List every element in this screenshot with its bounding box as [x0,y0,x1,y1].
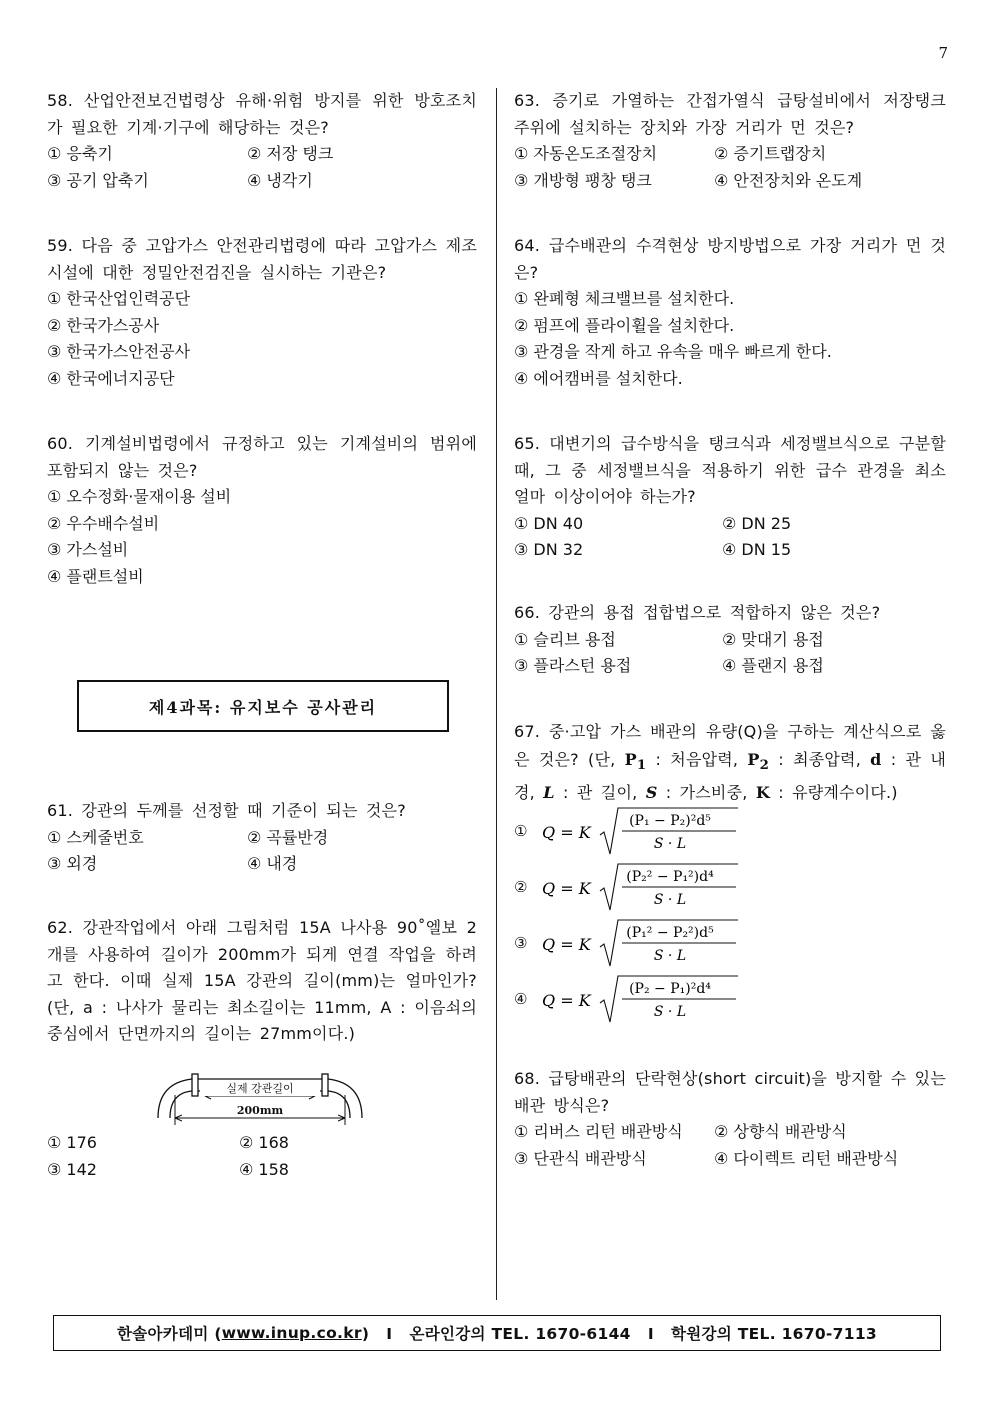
question-64 [514,233,946,392]
option-3: ③ 142 [47,1159,97,1179]
pipe-length-label: 실제 강관길이 [200,1080,320,1096]
option-1: ① DN 40 [514,513,584,533]
question-61 [47,798,477,878]
formula-option-4 [514,972,946,1026]
question-stem: 67. 중·고압 가스 배관의 유량(Q)을 구하는 계산식으로 옳은 것은? (단, $P_1$ : 처음압력, $P_2$ : 최종압력, d : 관 내경, L : 관 길이, S : 가스비중, K : 유량계수이다.) [514,722,947,803]
option-1: ① 176 [47,1133,97,1152]
option-2: ② DN 25 [722,513,792,533]
option-marker: ① [514,821,528,840]
option-2: ② 우수배수설비 [47,513,160,533]
s-symbol: S [645,783,658,803]
question-67-formulas [514,804,946,1026]
formula-option-3 [514,916,946,970]
option-marker: ② [514,877,528,896]
formula-lhs: Q = K [542,879,591,898]
question-68 [514,1066,946,1172]
question-stem: 61. 강관의 두께를 선정할 때 기준이 되는 것은? [47,801,406,820]
question-stem: 58. 산업안전보건법령상 유해·위험 방지를 위한 방호조치가 필요한 기계·기구에 해당하는 것은? [47,91,477,137]
k-symbol: K [755,783,770,803]
right-fitting-end [322,1074,328,1096]
question-stem: 66. 강관의 용접 접합법으로 적합하지 않은 것은? [514,603,881,622]
option-2: ② 한국가스공사 [47,315,160,335]
question-stem: 63. 증기로 가열하는 간접가열식 급탕설비에서 저장탱크 주위에 설치하는 장치와 가장 거리가 먼 것은? [514,91,946,137]
option-1: ① 스케줄번호 [47,827,144,847]
question-stem: 68. 급탕배관의 단락현상(short circuit)을 방지할 수 있는 배관 방식은? [514,1069,946,1115]
option-2: ② 상향식 배관방식 [714,1122,847,1141]
option-3: ③ 가스설비 [47,540,129,559]
option-2: ② 펌프에 플라이휠을 설치한다. [514,315,735,335]
formula-denominator: S · L [653,836,687,852]
formula-lhs: Q = K [542,935,591,954]
formula-denominator: S · L [653,948,687,964]
formula-numerator: (P₁² − P₂²)d⁵ [626,925,714,941]
option-2: ② 저장 탱크 [247,144,334,163]
formula-denominator: S · L [653,892,687,908]
option-1: ① 자동온도조절장치 [514,144,658,163]
formula-option-1 [514,804,946,858]
option-4: ④ 플랜트설비 [47,566,144,586]
option-4: ④ DN 15 [722,540,792,559]
footer-contacts: ) I 온라인강의 TEL. 1670-6144 I 학원강의 TEL. 1670-7113 [361,1325,878,1343]
option-1: ① 한국산업인력공단 [47,289,191,308]
question-60 [47,431,477,590]
question-stem: 59. 다음 중 고압가스 안전관리법령에 따라 고압가스 제조시설에 대한 정밀안전검진을 실시하는 기관은? [47,236,477,282]
option-marker: ④ [514,989,528,1008]
option-4: ④ 에어캠버를 설치한다. [514,368,683,388]
l-symbol: L [543,783,555,803]
option-3: ③ 플라스턴 용접 [514,656,632,675]
option-4: ④ 내경 [247,854,298,873]
formula-numerator: (P₁ − P₂)²d⁵ [629,813,711,829]
question-stem: 65. 대변기의 급수방식을 탱크식과 세정밸브식으로 구분할 때, 그 중 세정밸브식을 적용하기 위한 급수 관경을 최소 얼마 이상이어야 하는가? [514,434,946,506]
left-fitting-end [192,1074,198,1096]
footer-url-link[interactable]: www.inup.co.kr [221,1324,362,1342]
d-symbol: d [870,750,882,769]
question-59 [47,233,477,392]
option-1: ① 응축기 [47,144,113,163]
column-divider [496,88,497,1300]
page-number: 7 [938,44,948,62]
option-3: ③ 개방형 팽창 탱크 [514,170,652,190]
formula-numerator: (P₂² − P₁²)d⁴ [626,869,714,885]
option-4: ④ 냉각기 [247,170,313,190]
option-3: ③ 단관식 배관방식 [514,1148,647,1168]
option-4: ④ 안전장치와 온도계 [714,170,863,190]
p1-symbol: P [624,750,637,769]
section-heading: 제4과목: 유지보수 공사관리 [77,680,449,732]
option-4: ④ 한국에너지공단 [47,368,175,388]
footer-banner [53,1315,941,1351]
option-1: ① 슬리브 용접 [514,629,616,649]
question-stem: 62. 강관작업에서 아래 그림처럼 15A 나사용 90˚엘보 2개를 사용하여 길이가 200mm가 되게 연결 작업을 하려고 한다. 이때 실제 15A 강관의 길이(mm)는 얼마인가? (단, a : 나사가 물리는 최소길이는 11mm, A : 이음쇠의 중심에서 단면까지의 길이는 27mm이다.) [47,918,477,1043]
option-4: ④ 다이렉트 리턴 배관방식 [714,1148,899,1168]
right-elbow-inner [328,1091,350,1118]
formula-option-2 [514,860,946,914]
option-4: ④ 158 [239,1159,289,1179]
question-67 [514,718,946,807]
option-3: ③ DN 32 [514,540,584,559]
pipe-elbow-diagram [110,975,410,1125]
question-63 [514,88,946,194]
question-stem: 60. 기계설비법령에서 규정하고 있는 기계설비의 범위에 포함되지 않는 것은? [47,434,477,480]
option-1: ① 오수정화·물재이용 설비 [47,487,232,506]
option-3: ③ 관경을 작게 하고 유속을 매우 빠르게 한다. [514,342,832,361]
formula-denominator: S · L [653,1004,687,1020]
formula-numerator: (P₂ − P₁)²d⁴ [629,981,711,997]
left-elbow-inner [170,1091,192,1118]
question-58 [47,88,477,194]
option-3: ③ 공기 압축기 [47,170,149,190]
formula-lhs: Q = K [542,991,591,1010]
option-2: ② 168 [239,1133,289,1152]
p2-symbol: P [747,750,760,769]
option-2: ② 곡률반경 [247,827,329,847]
option-1: ① 리버스 리턴 배관방식 [514,1122,683,1141]
question-66 [514,600,946,680]
option-2: ② 맞대기 용접 [722,629,824,649]
option-marker: ③ [514,933,528,952]
option-3: ③ 한국가스안전공사 [47,342,191,361]
question-62-options [47,1130,477,1183]
footer-academy: 한솔아카데미 ( [116,1325,222,1343]
option-3: ③ 외경 [47,854,98,873]
formula-lhs: Q = K [542,823,591,842]
option-2: ② 증기트랩장치 [714,144,827,163]
option-4: ④ 플랜지 용접 [722,656,824,675]
total-length-label: 200mm [236,1104,284,1117]
option-1: ① 완폐형 체크밸브를 설치한다. [514,289,735,308]
question-stem: 64. 급수배관의 수격현상 방지방법으로 가장 거리가 먼 것은? [514,236,946,282]
question-65 [514,431,946,564]
